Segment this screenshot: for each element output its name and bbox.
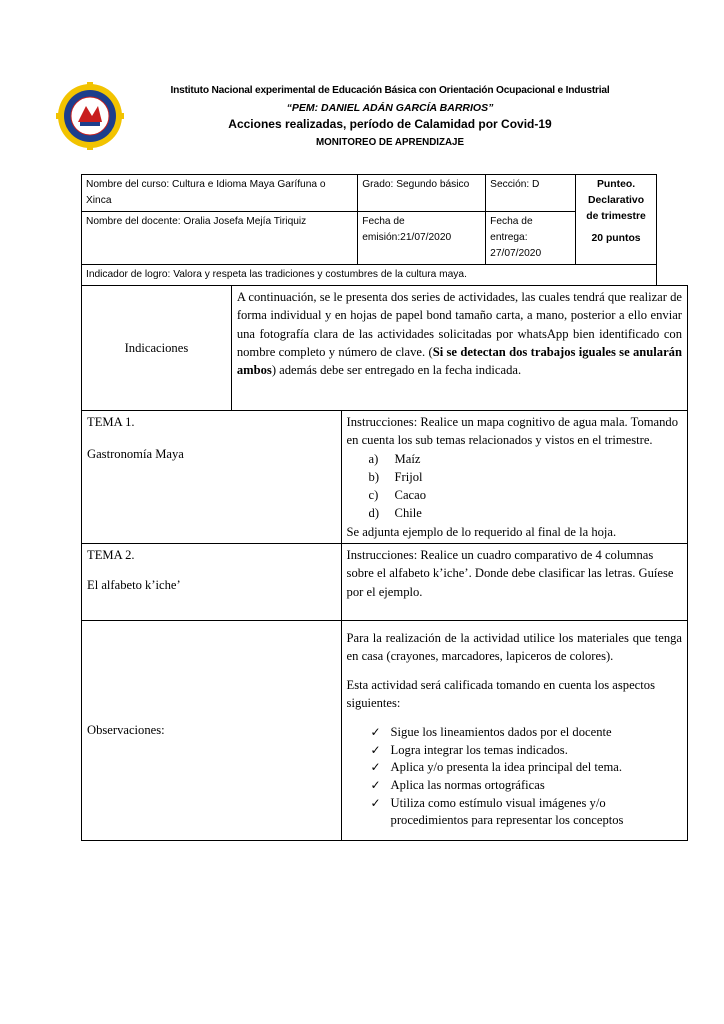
acciones-title: Acciones realizadas, período de Calamidad por Covid-19 — [228, 117, 552, 131]
tema2-instr-cell — [341, 544, 687, 621]
checkmark-icon: ✓ — [370, 725, 381, 740]
tema1-instr-cell — [341, 411, 687, 544]
punteo-line1: Punteo. — [596, 179, 636, 190]
tema2-cell — [82, 544, 342, 621]
institution-title: Instituto Nacional experimental de Educación Básica con Orientación Ocupacional e Industrial — [170, 85, 610, 96]
tema1-cell — [82, 411, 342, 544]
indicaciones-label: Indicaciones — [124, 340, 189, 355]
criteria-list — [347, 724, 682, 830]
tema1-instructions: Instrucciones: Realice un mapa cognitivo de agua mala. Tomando en cuenta los sub temas relacionados y vistos en el trimestre. — [346, 415, 679, 448]
curso-cell — [82, 175, 358, 212]
tema1-title: TEMA 1. — [87, 415, 135, 429]
pem-title: “PEM: DANIEL ADÁN GARCÍA BARRIOS” — [286, 102, 494, 114]
tema1-subtitle: Gastronomía Maya — [87, 447, 184, 462]
checkmark-icon: ✓ — [370, 778, 381, 793]
checkmark-icon: ✓ — [370, 795, 381, 810]
observaciones-p2: Esta actividad será calificada tomando en cuenta los aspectos siguientes: — [346, 677, 655, 710]
punteo-line4: 20 puntos — [591, 233, 641, 244]
indicaciones-text: A continuación, se le presenta dos series de actividades, las cuales tendrá que realizar de forma individual y en hojas de papel bond tamaño carta, a mano, posterior a ello enviar una fotografía clara de las actividades solicitadas por whatsApp bien identificado con nombre completo y número de clave. ( — [236, 290, 682, 359]
docente-cell: Nombre del docente: Oralia Josefa Mejía Tiriquiz — [82, 212, 358, 265]
activities-table — [81, 285, 688, 841]
emision-line1: Fecha de — [362, 216, 405, 227]
tema2-subtitle: El alfabeto k’iche’ — [87, 578, 181, 593]
observaciones-p1: Para la realización de la actividad utilice los materiales que tenga en casa (crayones, marcadores, lapiceros de colores). — [346, 631, 682, 664]
entrega-cell — [486, 212, 576, 265]
curso-line2: Xinca — [86, 195, 112, 206]
tema2-instructions: Instrucciones: Realice un cuadro comparativo de 4 columnas sobre el alfabeto k’iche’. Donde debe clasificar las letras. Guíese por el ejemplo. — [346, 548, 674, 599]
list-item: ✓ Logra integrar los temas indicados. — [371, 742, 682, 760]
checkmark-icon: ✓ — [370, 760, 381, 775]
checkmark-icon: ✓ — [370, 742, 381, 757]
list-item: b) Frijol — [368, 469, 423, 484]
observaciones-label-cell — [82, 621, 342, 841]
indicaciones-text-cell — [231, 286, 687, 411]
indicador-cell: Indicador de logro: Valora y respeta las tradiciones y costumbres de la cultura maya. — [82, 265, 657, 286]
punteo-cell — [576, 175, 657, 265]
curso-line1: Nombre del curso: Cultura e Idioma Maya Garífuna o — [86, 179, 326, 190]
list-item: ✓ Aplica las normas ortográficas — [371, 777, 682, 795]
emision-cell — [358, 212, 486, 265]
indicaciones-warning: Si se detectan dos trabajos iguales se anularán ambos — [236, 344, 682, 378]
monitoreo-title: MONITOREO DE APRENDIZAJE — [315, 137, 465, 148]
punteo-line2: Declarativo — [588, 195, 645, 206]
indicaciones-text-end: ) además debe ser entregado en la fecha indicada. — [271, 363, 522, 378]
grado-cell: Grado: Segundo básico — [358, 175, 486, 212]
list-item: d) Chile — [368, 506, 422, 521]
tema2-title: TEMA 2. — [87, 548, 135, 563]
seccion-cell: Sección: D — [486, 175, 576, 212]
list-item: ✓ Sigue los lineamientos dados por el docente — [371, 724, 682, 742]
observaciones-content-cell — [341, 621, 687, 841]
info-table — [81, 174, 657, 286]
list-item: ✓ Utiliza como estímulo visual imágenes y/o procedimientos para representar los conceptos — [371, 795, 682, 830]
observaciones-label: Observaciones: — [87, 723, 165, 738]
indicaciones-label-cell — [82, 286, 232, 411]
punteo-line3: de trimestre — [586, 211, 646, 222]
tema1-note: Se adjunta ejemplo de lo requerido al final de la hoja. — [346, 524, 617, 539]
list-item: c) Cacao — [368, 488, 427, 503]
list-item: a) Maíz — [368, 451, 421, 466]
entrega-line1: Fecha de entrega: — [490, 216, 533, 243]
emision-line2: emisión:21/07/2020 — [362, 232, 452, 243]
list-item: ✓ Aplica y/o presenta la idea principal del tema. — [371, 759, 682, 777]
entrega-line2: 27/07/2020 — [490, 248, 542, 259]
tema1-subtopics-list — [347, 450, 682, 523]
school-gear-logo-icon — [56, 82, 124, 150]
